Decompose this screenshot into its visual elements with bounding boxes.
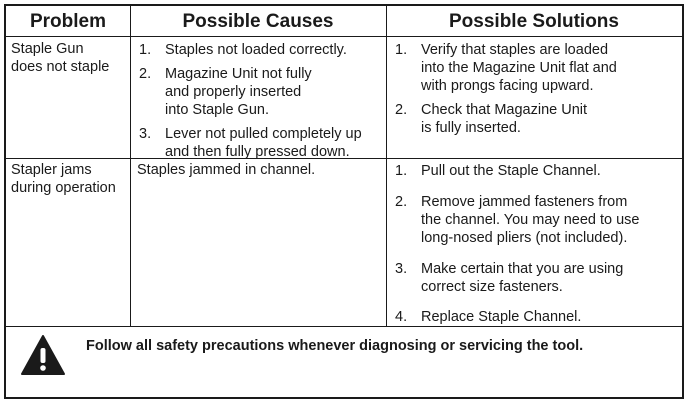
solution-text: into the Magazine Unit flat and <box>421 60 617 76</box>
cause-text: Lever not pulled completely up <box>165 126 362 142</box>
cause-number: 2. <box>139 66 152 82</box>
problem-line: Stapler jams <box>11 162 92 178</box>
cause-text: into Staple Gun. <box>165 102 269 118</box>
solution-text: Make certain that you are using <box>421 261 624 277</box>
cause-text: Magazine Unit not fully <box>165 66 312 82</box>
solution-text: correct size fasteners. <box>421 279 563 295</box>
header-solutions: Possible Solutions <box>449 11 619 32</box>
problem-line: during operation <box>11 179 116 196</box>
solution-number: 1. <box>395 163 408 179</box>
cause-text: Staples not loaded correctly. <box>165 42 347 58</box>
header-divider <box>6 36 682 37</box>
problem-cell-1 <box>11 41 109 76</box>
safety-warning-text: Follow all safety precautions whenever diagnosing or servicing the tool. <box>86 338 584 354</box>
cause-number: 1. <box>139 42 152 58</box>
solution-text: Pull out the Staple Channel. <box>421 163 601 179</box>
cause-text: and properly inserted <box>165 84 302 100</box>
solution-number: 2. <box>395 194 408 210</box>
solution-number: 3. <box>395 261 408 277</box>
solution-text: the channel. You may need to use <box>421 212 640 228</box>
warning-divider <box>6 326 682 327</box>
column-divider <box>386 6 387 326</box>
problem-line: does not staple <box>11 58 110 75</box>
solution-text: with prongs facing upward. <box>421 78 594 94</box>
cause-text: Staples jammed in channel. <box>137 162 316 178</box>
solution-text: Remove jammed fasteners from <box>421 194 628 210</box>
solution-text: Replace Staple Channel. <box>421 309 582 325</box>
solution-number: 4. <box>395 309 408 325</box>
problem-cell-2 <box>11 162 116 197</box>
solution-number: 1. <box>395 42 408 58</box>
cause-text: and then fully pressed down. <box>165 144 350 160</box>
header-problem: Problem <box>29 11 107 32</box>
problem-line: Staple Gun <box>11 41 84 57</box>
solution-text: long-nosed pliers (not included). <box>421 230 628 246</box>
cause-number: 3. <box>139 126 152 142</box>
header-causes: Possible Causes <box>182 11 334 32</box>
solution-text: Check that Magazine Unit <box>421 102 588 118</box>
solution-number: 2. <box>395 102 408 118</box>
column-divider <box>130 6 131 326</box>
warning-triangle-icon <box>20 334 66 376</box>
solution-text: is fully inserted. <box>421 120 521 136</box>
solution-text: Verify that staples are loaded <box>421 42 609 58</box>
